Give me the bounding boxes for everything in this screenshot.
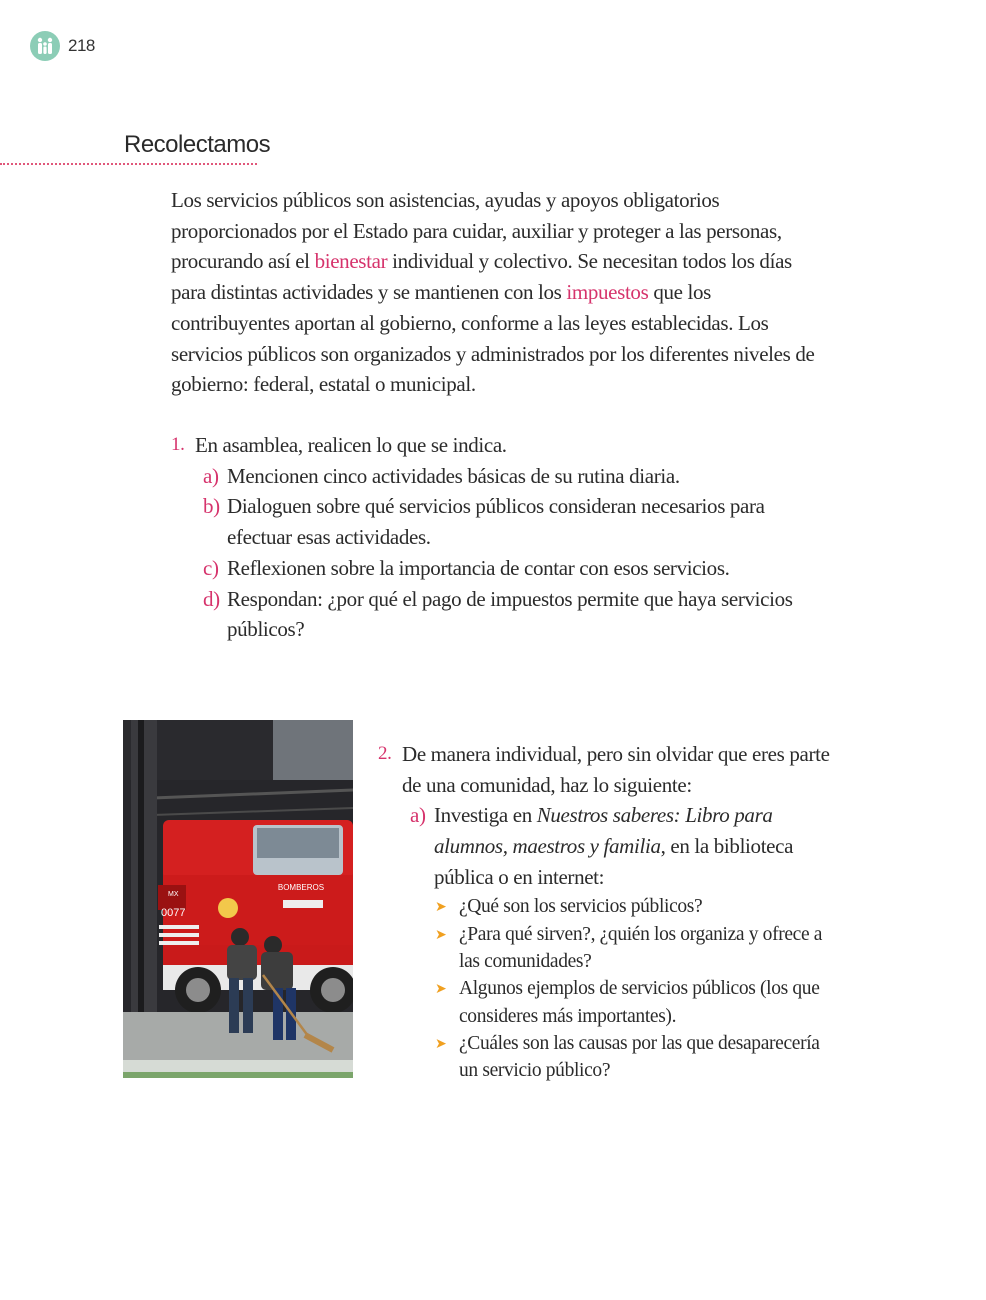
bullet-item [435,921,838,976]
activity-2 [378,739,838,1085]
family-icon [30,31,60,61]
item-text [434,800,838,892]
intro-text-1: Los servicios públicos son asistencias, ayudas y apoyos obligatorios proporcionados por el Estado para cuidar, auxiliar y proteger a las personas, procurando así el [171,188,782,274]
item-text-post: , en la biblioteca pública o en internet: [434,834,794,889]
bullet-text: ¿Qué son los servicios públicos? [459,895,703,917]
item-letter: b) [203,494,220,519]
item-text: Dialoguen sobre qué servicios públicos consideran necesarios para efectuar esas actividades. [227,494,765,550]
intro-text-3: que los contribuyentes aportan al gobierno, conforme a las leyes establecidas. Los servicios públicos son organizados y administrados por los diferentes niveles de gobierno: federal, estatal o municipal. [171,280,815,397]
item-text-pre: Investiga en [434,803,537,828]
arrow-bullet-icon: ➤ [435,899,447,915]
arrow-bullet-icon: ➤ [435,927,447,943]
list-item [171,553,831,584]
intro-text-2: individual y colectivo. Se necesitan todos los días para distintas actividades y se mantienen con los [171,249,792,305]
bullet-item [435,893,838,921]
bullet-item [435,975,838,1030]
fire-station-photo [123,720,353,1078]
item-letter: d) [203,586,220,611]
item-text: Respondan: ¿por qué el pago de impuestos permite que haya servicios públicos? [227,586,793,642]
item-text: Reflexionen sobre la importancia de contar con esos servicios. [227,555,730,580]
intro-paragraph [171,185,831,400]
unit-number: 0077 [161,907,186,919]
unit-code: MX [168,891,179,898]
page-number: 218 [68,36,95,55]
item-letter: a) [203,463,219,488]
book-title: Nuestros saberes: Libro para alumnos, maestros y familia [434,803,773,859]
bullet-item [435,1030,838,1085]
activity-number: 2. [378,743,392,764]
arrow-bullet-icon: ➤ [435,1037,447,1052]
arrow-bullet-icon: ➤ [435,982,447,998]
activity-instruction: En asamblea, realicen lo que se indica. [195,433,507,457]
bullet-list [378,893,838,1085]
bullet-text: ¿Para qué sirven?, ¿quién los organiza y ofrece a las comunidades? [459,923,823,973]
page-number-badge [30,31,95,61]
glossary-term-bienestar: bienestar [314,249,388,274]
bullet-text: ¿Cuáles son las causas por las que desaparecería un servicio público? [459,1033,820,1082]
section-title: Recolectamos [124,131,271,158]
section-title-rule [0,163,257,165]
bullet-text: Algunos ejemplos de servicios públicos (los que consideres más importantes). [459,978,820,1027]
list-item [378,800,838,892]
activity-instruction: De manera individual, pero sin olvidar que eres parte de una comunidad, haz lo siguiente: [402,742,830,797]
item-letter: a) [410,803,426,828]
glossary-term-impuestos: impuestos [566,280,649,305]
activity-1 [171,430,831,645]
list-item [171,584,831,645]
activity-number: 1. [171,434,185,455]
list-item [171,461,831,492]
list-item [171,491,831,552]
item-text: Mencionen cinco actividades básicas de su rutina diaria. [227,463,680,488]
truck-label: BOMBEROS [277,883,325,892]
item-letter: c) [203,555,219,580]
